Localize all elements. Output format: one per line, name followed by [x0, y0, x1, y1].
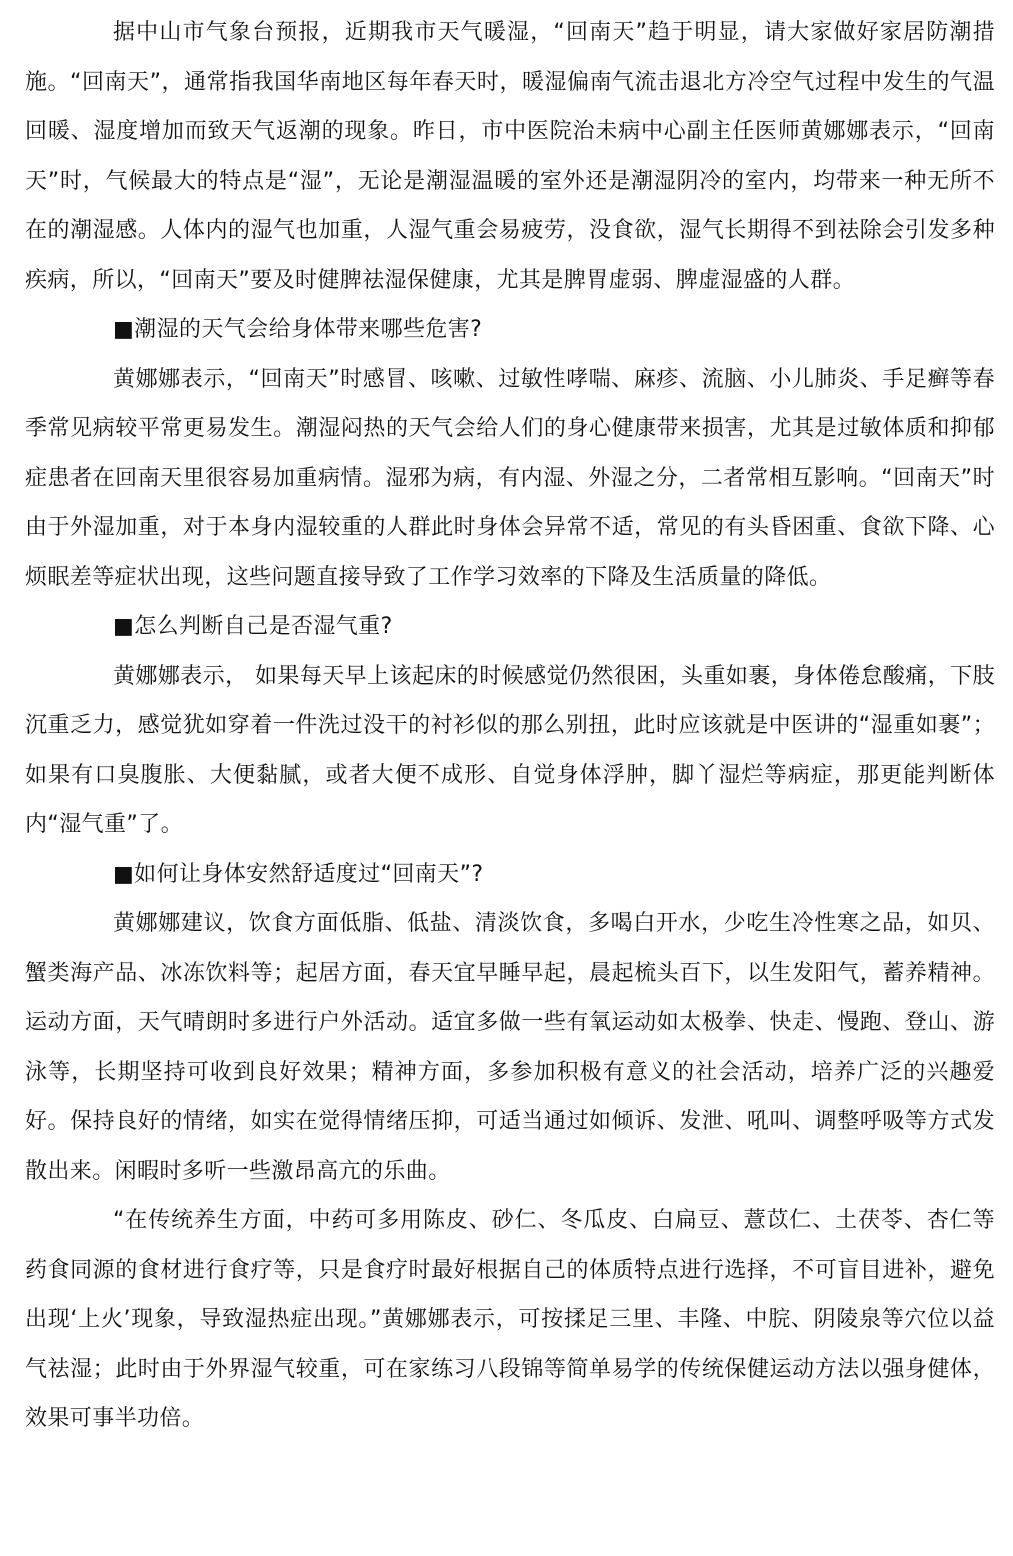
section-heading-harm: ■潮湿的天气会给身体带来哪些危害? [113, 317, 483, 342]
article-paragraph-harm: 黄娜娜表示，“回南天”时感冒、咳嗽、过敏性哮喘、麻疹、流脑、小儿肺炎、手足癣等春季常见病较平常更易发生。潮湿闷热的天气会给人们的身心健康带来损害，尤其是过敏体质和抑郁症患者在回南天里很容易加重病情。湿邪为病，有内湿、外湿之分，二者常相互影响。“回南天”时由于外湿加重，对于本身内湿较重的人群此时身体会异常不适，常见的有头昏困重、食欲下降、心烦眠差等症状出现，这些问题直接导致了工作学习效率的下降及生活质量的降低。 [25, 366, 995, 590]
section-heading-comfort: ■如何让身体安然舒适度过“回南天”? [113, 861, 484, 887]
article-paragraph-advice: 黄娜娜建议，饮食方面低脂、低盐、清淡饮食，多喝白开水，少吃生冷性寒之品，如贝、蟹类海产品、冰冻饮料等；起居方面，春天宜早睡早起，晨起梳头百下，以生发阳气，蓄养精神。运动方面，天气晴朗时多进行户外活动。适宜多做一些有氧运动如太极拳、快走、慢跑、登山、游泳等，长期坚持可收到良好效果；精神方面，多参加积极有意义的社会活动，培养广泛的兴趣爱好。保持良好的情绪，如实在觉得情绪压抑，可适当通过如倾诉、发泄、吼叫、调整呼吸等方式发散出来。闲暇时多听一些激昂高亢的乐曲。 [25, 911, 995, 1184]
article-paragraph-tcm: “在传统养生方面，中药可多用陈皮、砂仁、冬瓜皮、白扁豆、薏苡仁、土茯苓、杏仁等药食同源的食材进行食疗等，只是食疗时最好根据自己的体质特点进行选择，不可盲目进补，避免出现‘上火’现象，导致湿热症出现。”黄娜娜表示，可按揉足三里、丰隆、中脘、阴陵泉等穴位以益气祛湿；此时由于外界湿气较重，可在家练习八段锦等简单易学的传统保健运动方法以强身健体，效果可事半功倍。 [25, 1208, 995, 1431]
article-paragraph-intro: 据中山市气象台预报，近期我市天气暖湿，“回南天”趋于明显，请大家做好家居防潮措施。“回南天”，通常指我国华南地区每年春天时，暖湿偏南气流击退北方冷空气过程中发生的气温回暖、湿度增加而致天气返潮的现象。昨日，市中医院治未病中心副主任医师黄娜娜表示，“回南天”时，气候最大的特点是“湿”，无论是潮湿温暖的室外还是潮湿阴冷的室内，均带来一种无所不在的潮湿感。人体内的湿气也加重，人湿气重会易疲劳，没食欲，湿气长期得不到祛除会引发多种疾病，所以，“回南天”要及时健脾祛湿保健康，尤其是脾胃虚弱、脾虚湿盛的人群。 [25, 20, 995, 293]
section-heading-judge: ■怎么判断自己是否湿气重? [113, 614, 393, 639]
article-paragraph-judge: 黄娜娜表示， 如果每天早上该起床的时候感觉仍然很困，头重如裹，身体倦怠酸痛，下肢沉重乏力，感觉犹如穿着一件洗过没干的衬衫似的那么别扭，此时应该就是中医讲的“湿重如裹”；如果有口臭腹胀、大便黏腻，或者大便不成形、自觉身体浮肿，脚丫湿烂等病症，那更能判断体内“湿气重”了。 [25, 663, 995, 837]
